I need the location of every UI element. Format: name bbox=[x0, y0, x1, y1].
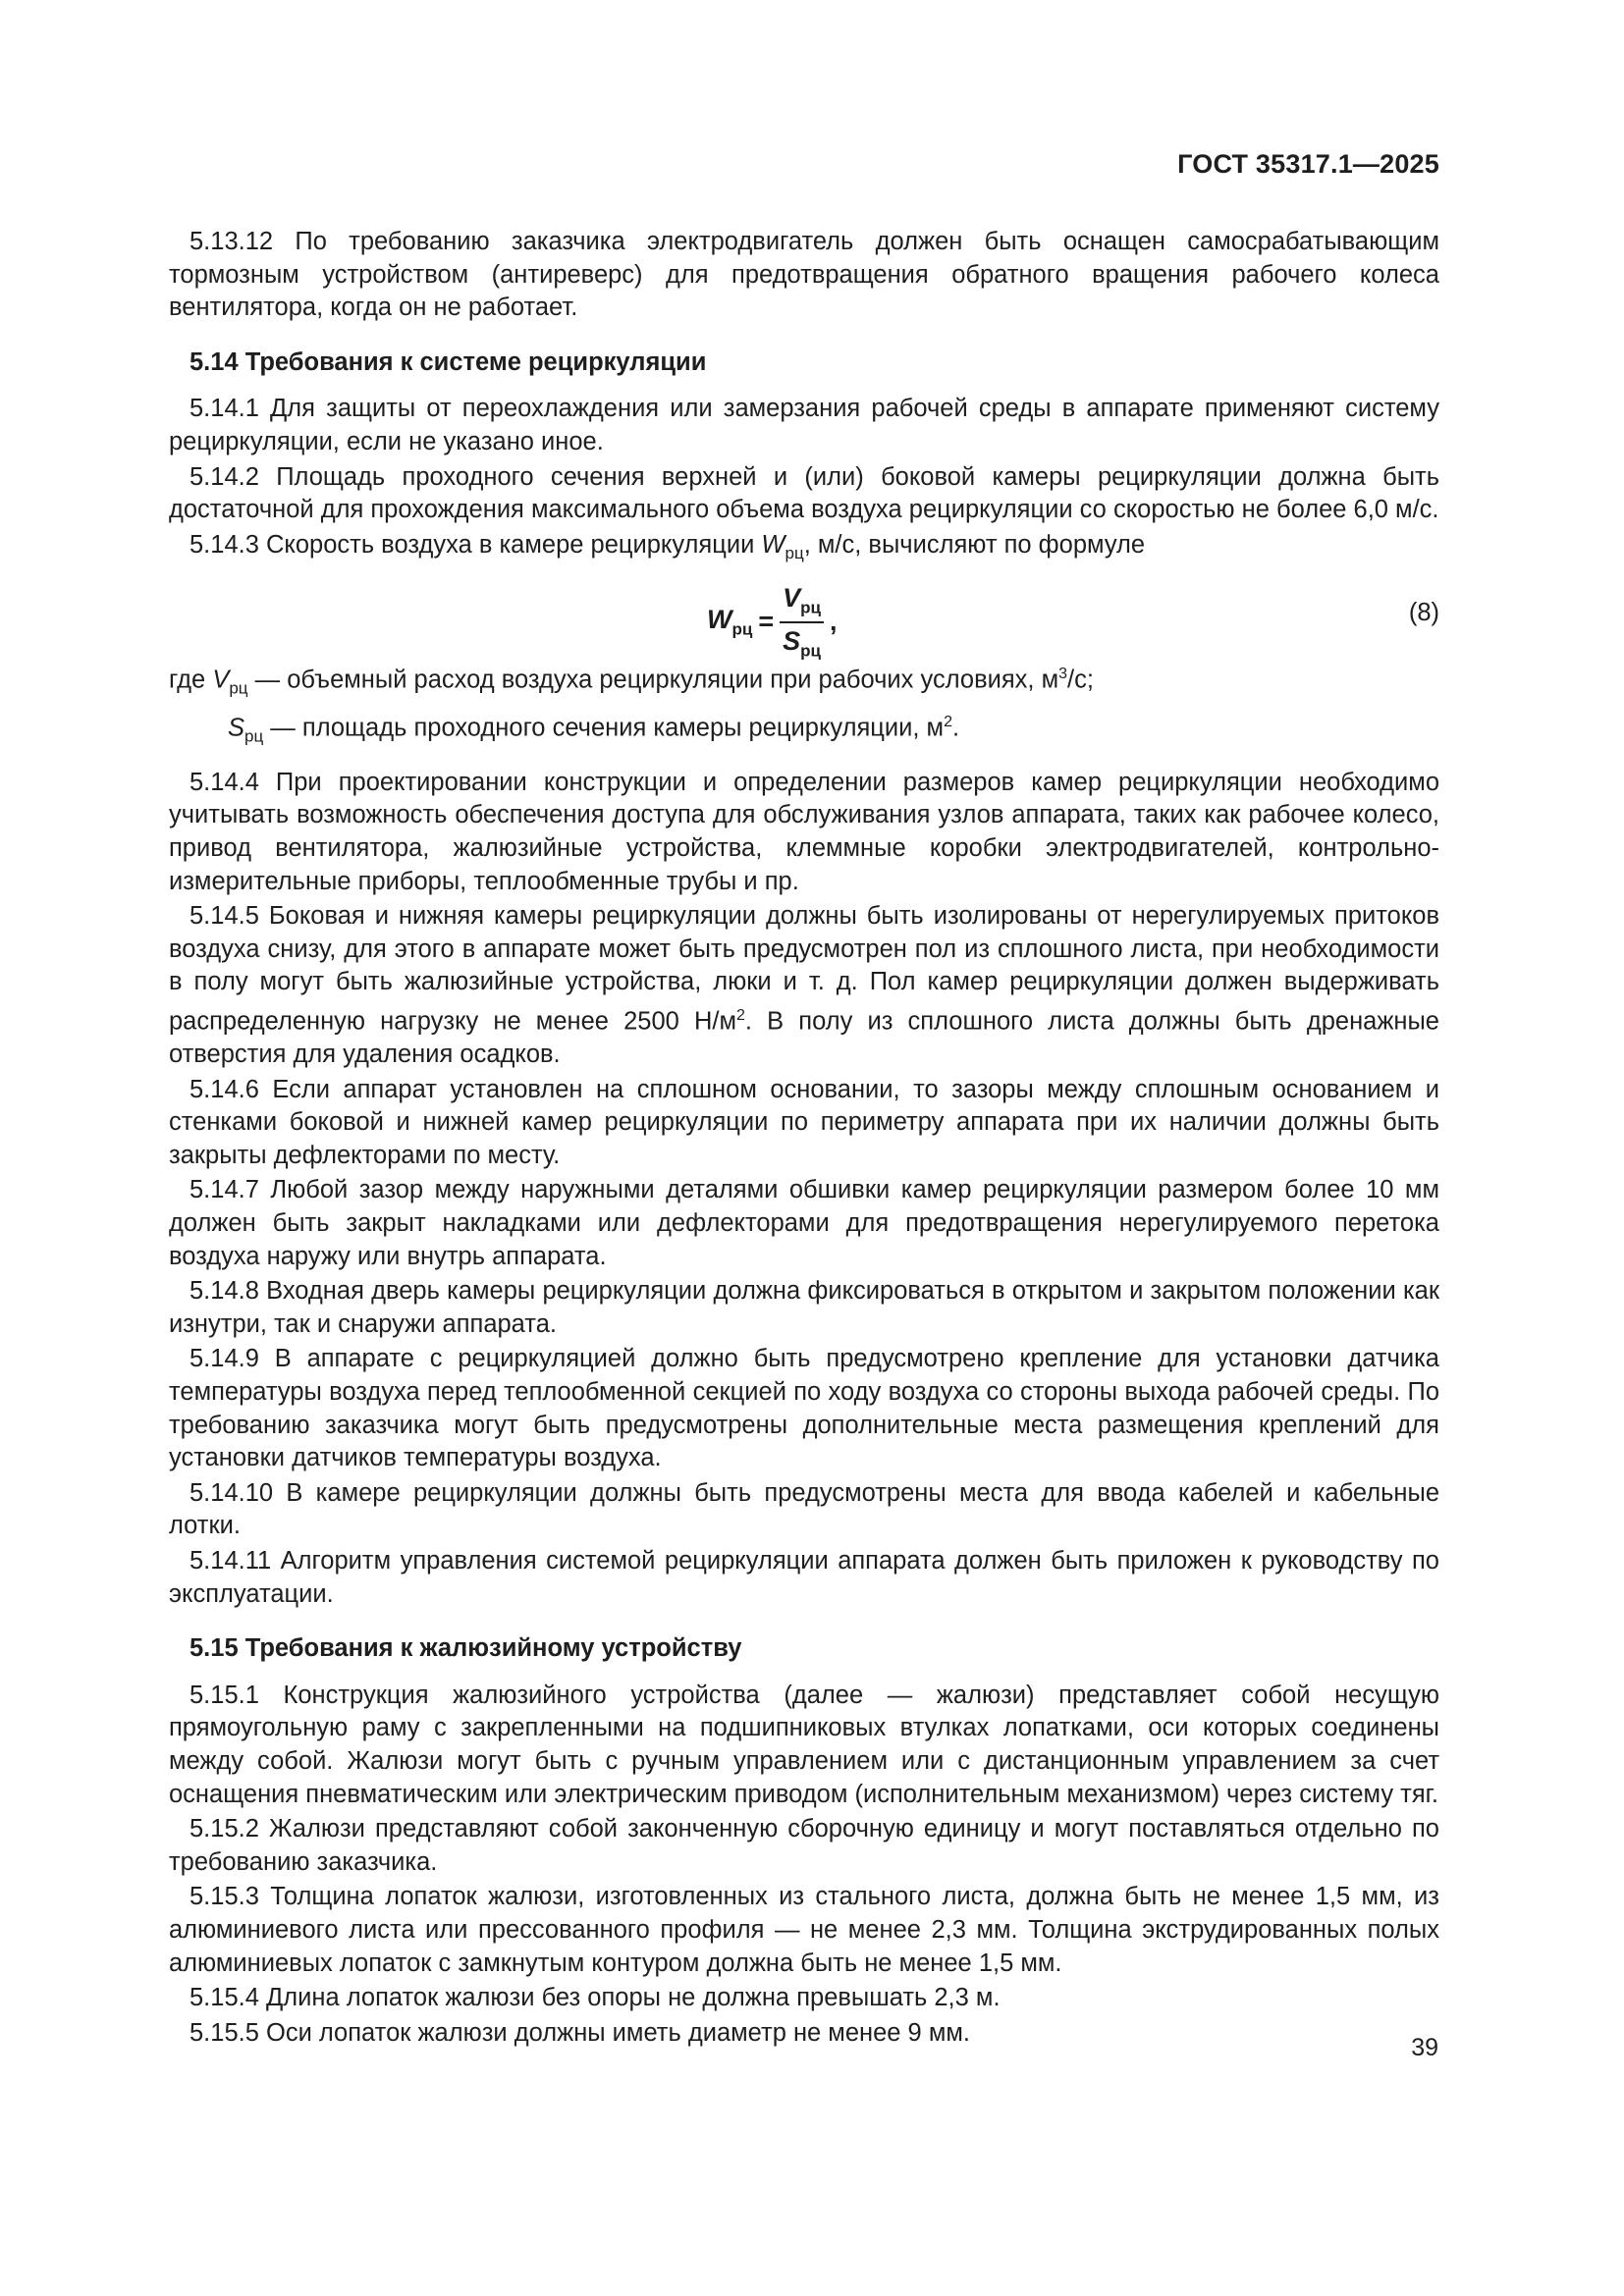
section-heading-5-15: 5.15 Требования к жалюзийному устройству bbox=[189, 1634, 742, 1663]
paragraph-5-15-2: 5.15.2 Жалюзи представляют собой законченную сборочную единицу и могут поставляться отдельно по требованию заказчика. bbox=[169, 1815, 1439, 1876]
paragraph-5-15-4: 5.15.4 Длина лопаток жалюзи без опоры не должна превышать 2,3 м. bbox=[189, 1984, 1001, 2012]
page-number: 39 bbox=[1411, 2034, 1438, 2061]
formula-8 bbox=[169, 581, 1439, 661]
document-header: ГОСТ 35317.1—2025 bbox=[1177, 149, 1439, 179]
paragraph-5-14-10: 5.14.10 В камере рециркуляции должны быть предусмотрены места для ввода кабелей и кабельные лотки. bbox=[169, 1478, 1439, 1540]
paragraph-5-15-1: 5.15.1 Конструкция жалюзийного устройства (далее — жалюзи) представляет собой несущую прямоугольную раму с закрепленными на подшипниковых втулках лопатками, оси которых соединены между собой. Жалюзи могут быть с ручным управлением или с дистанционным управлением за счет оснащения пневматическим или электрическим приводом (исполнительным механизмом) через систему тяг. bbox=[169, 1681, 1439, 1808]
paragraph-5-13-12: 5.13.12 По требованию заказчика электродвигатель должен быть оснащен самосрабатывающим тормозным устройством (антиреверс) для предотвращения обратного вращения рабочего колеса вентилятора, когда он не работает. bbox=[169, 228, 1439, 322]
symbol-w: W bbox=[761, 530, 785, 559]
where-line-s: $S_{рц}$ — площадь проходного сечения камеры рециркуляции, $м^2$. bbox=[228, 713, 960, 746]
paragraph-5-14-2: 5.14.2 Площадь проходного сечения верхней и (или) боковой камеры рециркуляции должна быть достаточной для прохождения максимального объема воздуха рециркуляции со скоростью не более 6,0 м/с. bbox=[169, 462, 1439, 524]
paragraph-5-14-7: 5.14.7 Любой зазор между наружными деталями обшивки камер рециркуляции размером более 10 мм должен быть закрыт накладками или дефлекторами для предотвращения нерегулируемого перетока воздуха наружу или внутрь аппарата. bbox=[169, 1176, 1439, 1270]
where-line-v: где $V_{рц}$ — объемный расход воздуха рециркуляции при рабочих условиях, $м^3/с$; bbox=[169, 666, 1094, 699]
paragraph-5-14-11: 5.14.11 Алгоритм управления системой рециркуляции аппарата должен быть приложен к руководству по эксплуатации. bbox=[169, 1546, 1439, 1608]
paragraph-5-14-4: 5.14.4 При проектировании конструкции и определении размеров камер рециркуляции необходимо учитывать возможность обеспечения доступа для обслуживания узлов аппарата, таких как рабочее колесо, привод вентилятора, жалюзийные устройства, клеммные коробки электродвигателей, контрольно-измерительные приборы, теплообменные трубы и пр. bbox=[169, 768, 1439, 895]
formula-comma: , bbox=[829, 607, 838, 637]
section-heading-5-14: 5.14 Требования к системе рециркуляции bbox=[189, 347, 707, 376]
formula-lhs: $W_{рц}$ bbox=[707, 605, 753, 639]
paragraph-5-14-8: 5.14.8 Входная дверь камеры рециркуляции должна фиксироваться в открытом и закрытом положении как изнутри, так и снаружи аппарата. bbox=[169, 1277, 1439, 1338]
formula-numerator: $V_{рц}$ bbox=[780, 583, 824, 622]
formula-expression bbox=[707, 583, 837, 661]
document-body bbox=[169, 226, 1439, 2052]
formula-equals: = bbox=[758, 607, 775, 637]
paragraph-5-14-1: 5.14.1 Для защиты от переохлаждения или замерзания рабочей среды в аппарате применяют систему рециркуляции, если не указано иное. bbox=[169, 395, 1439, 455]
formula-fraction bbox=[780, 583, 824, 661]
paragraph-5-14-6: 5.14.6 Если аппарат установлен на сплошном основании, то зазоры между сплошным основанием и стенками боковой и нижней камер рециркуляции по периметру аппарата при их наличии должны быть закрыты дефлекторами по месту. bbox=[169, 1075, 1439, 1169]
paragraph-5-14-9: 5.14.9 В аппарате с рециркуляцией должно быть предусмотрено крепление для установки датчика температуры воздуха перед теплообменной секцией по ходу воздуха со стороны выхода рабочей среды. По требованию заказчика могут быть предусмотрены дополнительные места размещения креплений для установки датчиков температуры воздуха. bbox=[169, 1345, 1439, 1472]
paragraph-5-14-3: 5.14.3 Скорость воздуха в камере рециркуляции $W_{рц}$, м/с, вычисляют по формуле bbox=[189, 530, 1146, 562]
formula-number: (8) bbox=[1408, 599, 1439, 627]
paragraph-5-15-5: 5.15.5 Оси лопаток жалюзи должны иметь диаметр не менее 9 мм. bbox=[189, 2018, 970, 2047]
formula-denominator: $S_{рц}$ bbox=[783, 625, 821, 661]
paragraph-5-14-5: 5.14.5 Боковая и нижняя камеры рециркуляции должны быть изолированы от нерегулируемых притоков воздуха снизу, для этого в аппарате может быть предусмотрен пол из сплошного листа, при необходимости в полу могут быть жалюзийные устройства, люки и т. д. Пол камер рециркуляции должен выдерживать распределенную нагрузку не менее 2500 $Н/м^2$. В полу из сплошного листа должны быть дренажные отверстия для удаления осадков. bbox=[169, 902, 1439, 1069]
paragraph-5-15-3: 5.15.3 Толщина лопаток жалюзи, изготовленных из стального листа, должна быть не менее 1,5 мм, из алюминиевого листа или прессованного профиля — не менее 2,3 мм. Толщина экструдированных полых алюминиевых лопаток с замкнутым контуром должна быть не менее 1,5 мм. bbox=[169, 1883, 1439, 1977]
